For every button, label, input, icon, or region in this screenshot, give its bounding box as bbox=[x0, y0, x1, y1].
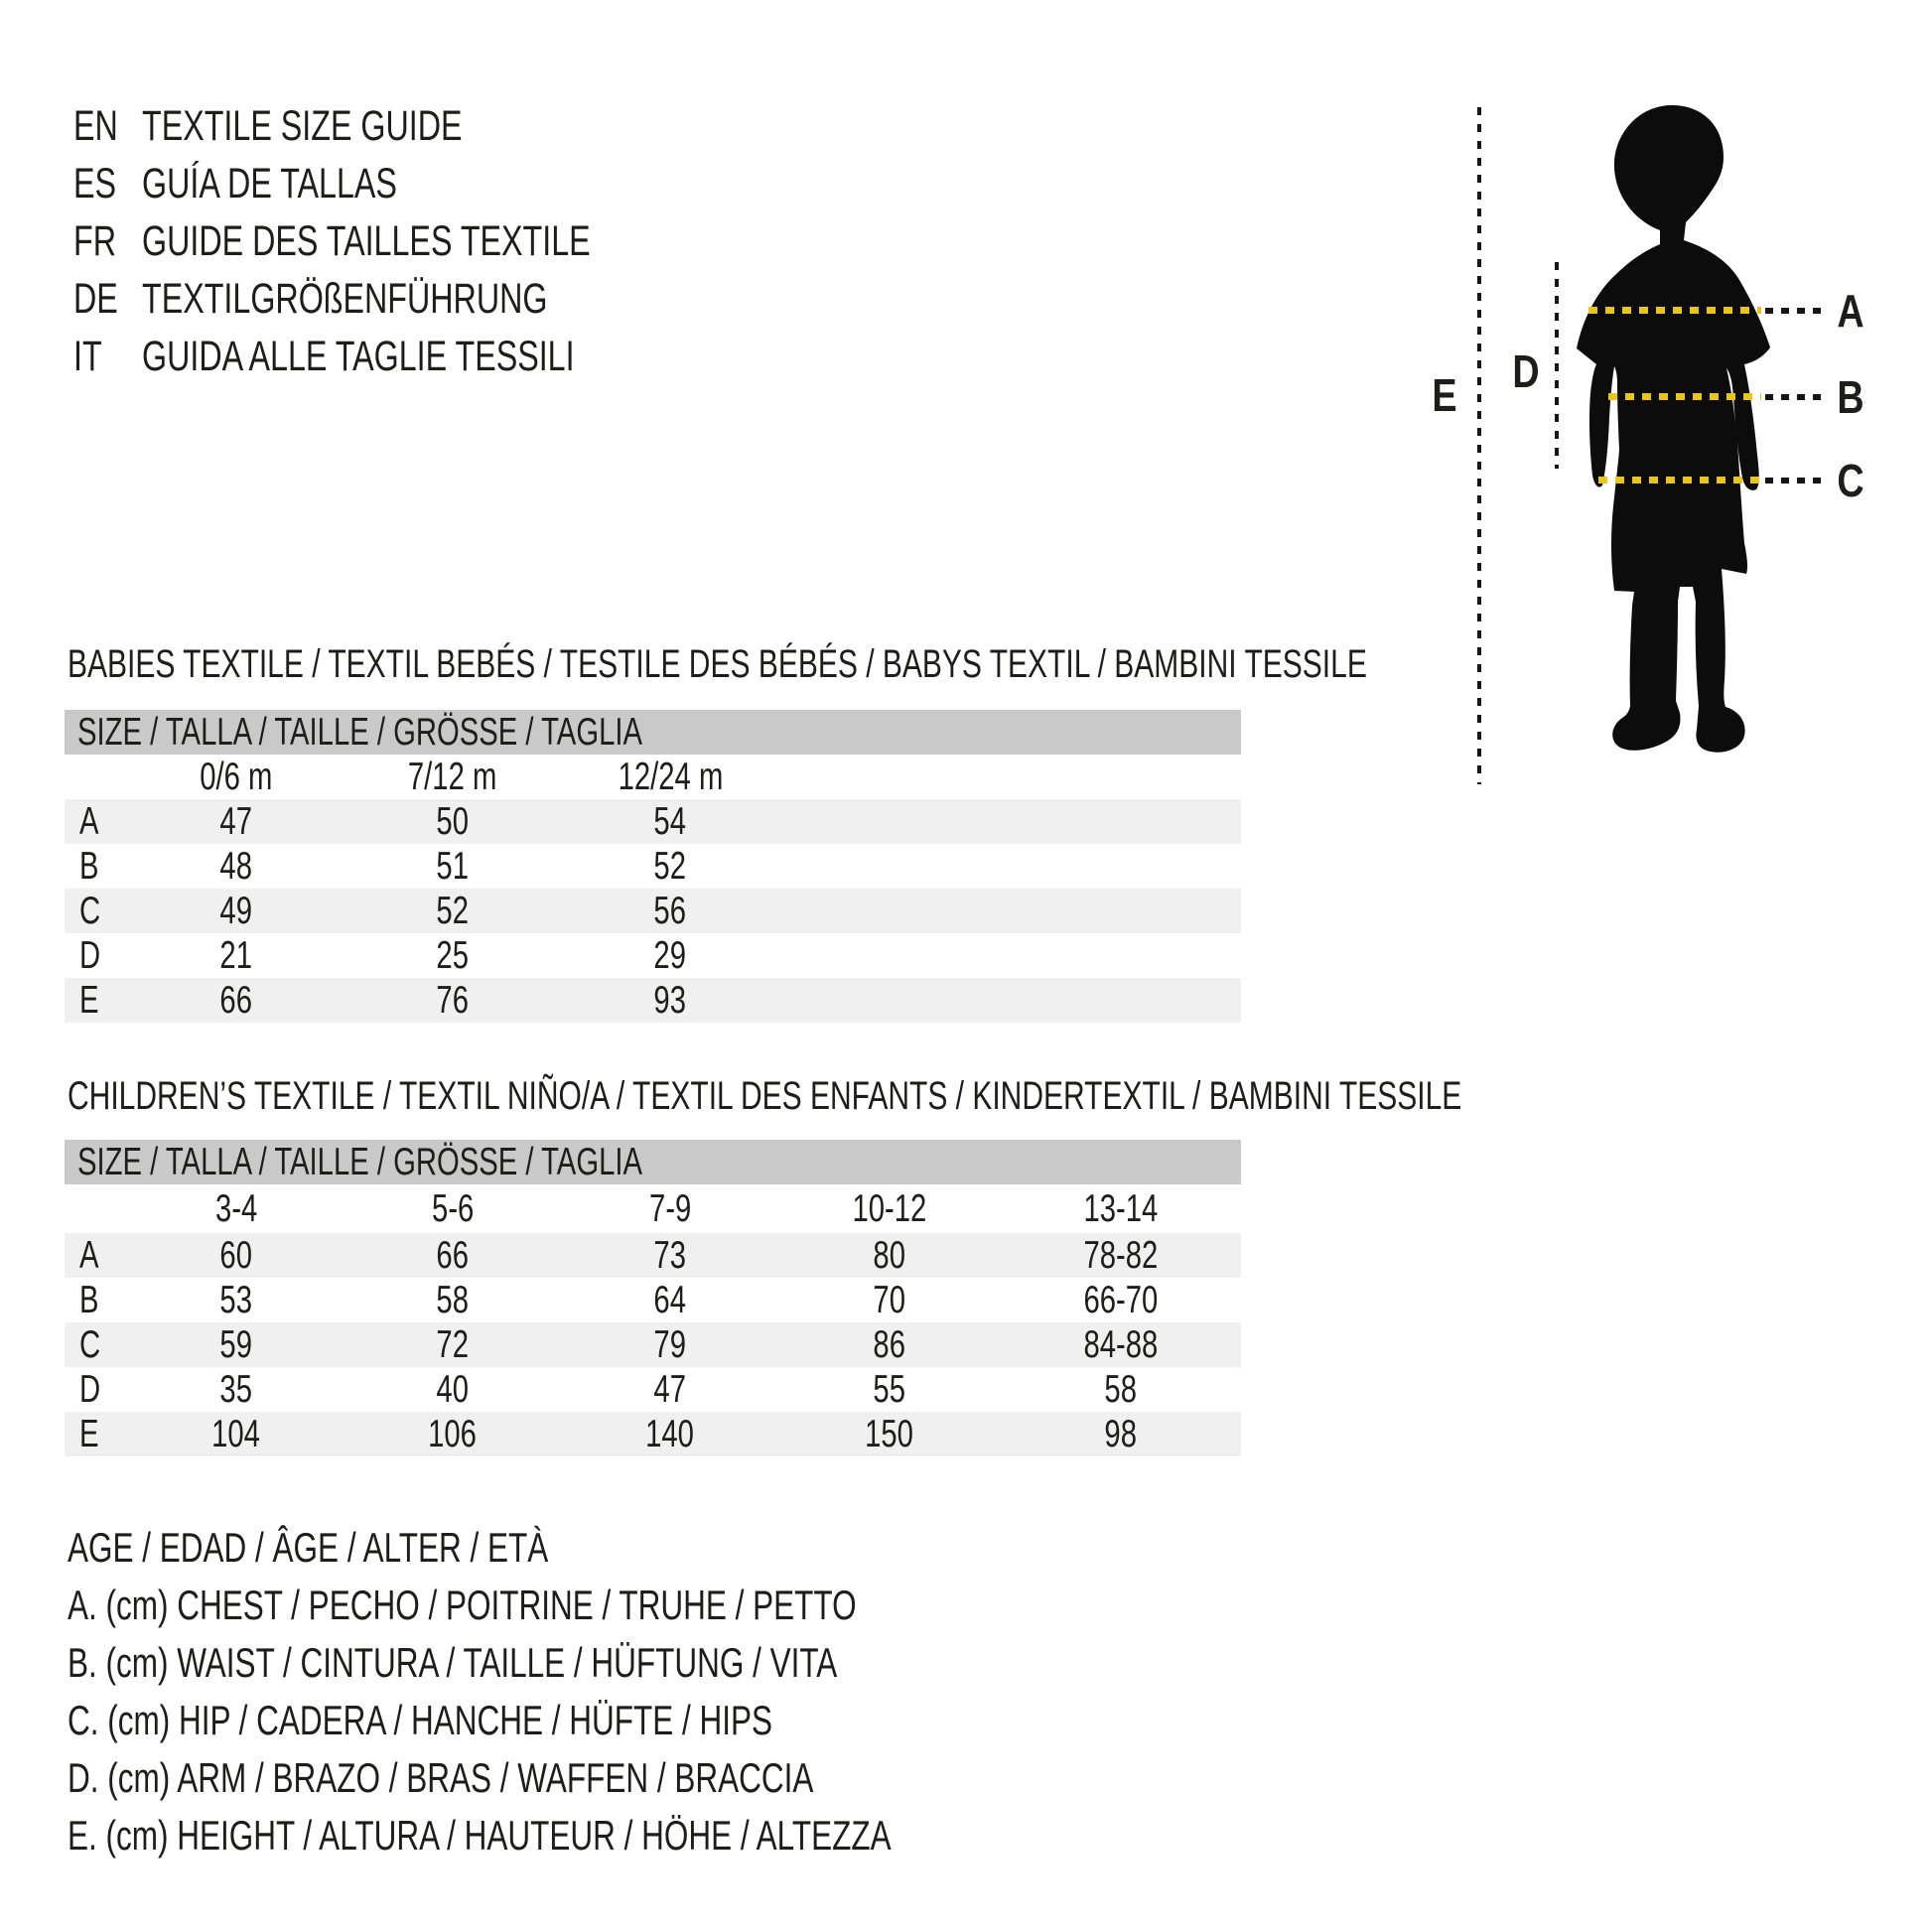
cell-value: 35 bbox=[219, 1367, 253, 1411]
waist-line-yellow bbox=[1608, 393, 1761, 400]
language-title-block bbox=[73, 97, 768, 385]
cell-value: 73 bbox=[653, 1233, 687, 1277]
title-it: GUIDA ALLE TAGLIE TESSILI bbox=[142, 332, 575, 380]
cell-value: 40 bbox=[436, 1367, 470, 1411]
lang-code-en: EN bbox=[73, 101, 118, 150]
chest-line-yellow bbox=[1588, 307, 1761, 314]
legend-hip bbox=[68, 1699, 1008, 1742]
children-row-c bbox=[65, 1322, 1241, 1367]
lang-row-fr bbox=[73, 212, 768, 270]
title-de: TEXTILGRÖßENFÜHRUNG bbox=[142, 274, 548, 323]
legend-arm-text: D. (cm) ARM / BRAZO / BRAS / WAFFEN / BRACCIA bbox=[68, 1754, 814, 1801]
babies-col-7-12m: 7/12 m bbox=[408, 755, 497, 798]
row-label: C bbox=[79, 1322, 101, 1366]
lang-code-es: ES bbox=[73, 159, 117, 207]
title-fr: GUIDE DES TAILLES TEXTILE bbox=[142, 216, 591, 265]
row-label: E bbox=[79, 978, 99, 1022]
waist-leader-dots bbox=[1765, 394, 1823, 400]
babies-row-e bbox=[65, 978, 1241, 1023]
legend-hip-text: C. (cm) HIP / CADERA / HANCHE / HÜFTE / HIPS bbox=[68, 1697, 773, 1743]
babies-size-header-bar bbox=[65, 710, 1241, 755]
lang-code-it: IT bbox=[73, 332, 102, 380]
legend-waist bbox=[68, 1641, 1094, 1685]
children-heading-text: CHILDREN’S TEXTILE / TEXTIL NIÑO/A / TEXTIL DES ENFANTS / KINDERTEXTIL / BAMBINI TESSILE bbox=[68, 1074, 1462, 1118]
cell-value: 79 bbox=[653, 1322, 687, 1366]
babies-row-a bbox=[65, 799, 1241, 844]
children-section-heading bbox=[68, 1073, 1926, 1119]
lang-code-de: DE bbox=[73, 274, 118, 323]
cell-value: 84-88 bbox=[1083, 1322, 1159, 1366]
measure-label-d: D bbox=[1512, 345, 1540, 397]
legend-chest-text: A. (cm) CHEST / PECHO / POITRINE / TRUHE / PETTO bbox=[68, 1582, 857, 1628]
cell-value: 106 bbox=[428, 1412, 478, 1455]
babies-col-0-6m: 0/6 m bbox=[200, 755, 273, 798]
legend-arm bbox=[68, 1756, 1062, 1800]
cell-value: 49 bbox=[219, 889, 253, 932]
cell-value: 53 bbox=[219, 1278, 253, 1321]
children-row-b bbox=[65, 1278, 1241, 1322]
lang-row-es bbox=[73, 155, 768, 212]
lang-code-fr: FR bbox=[73, 216, 116, 265]
cell-value: 58 bbox=[436, 1278, 470, 1321]
cell-value: 56 bbox=[653, 889, 687, 932]
cell-value: 55 bbox=[873, 1367, 906, 1411]
cell-value: 29 bbox=[653, 933, 687, 977]
hip-line-yellow bbox=[1598, 477, 1761, 483]
cell-value: 66 bbox=[219, 978, 253, 1022]
cell-value: 47 bbox=[653, 1367, 687, 1411]
cell-value: 54 bbox=[653, 799, 687, 843]
cell-value: 80 bbox=[873, 1233, 906, 1277]
row-label: C bbox=[79, 889, 101, 932]
children-col-13-14: 13-14 bbox=[1083, 1186, 1159, 1230]
babies-size-table bbox=[65, 710, 1241, 1023]
row-label: A bbox=[79, 1233, 99, 1277]
babies-row-b bbox=[65, 844, 1241, 889]
children-row-a bbox=[65, 1233, 1241, 1278]
cell-value: 52 bbox=[653, 844, 687, 888]
children-col-5-6: 5-6 bbox=[431, 1186, 475, 1230]
title-es: GUÍA DE TALLAS bbox=[142, 159, 397, 207]
title-en: TEXTILE SIZE GUIDE bbox=[142, 101, 463, 150]
legend-age-text: AGE / EDAD / ÂGE / ALTER / ETÀ bbox=[68, 1524, 549, 1571]
lang-row-de bbox=[73, 270, 768, 328]
cell-value: 66 bbox=[436, 1233, 470, 1277]
measure-label-a: A bbox=[1837, 285, 1864, 337]
legend-height bbox=[68, 1814, 1166, 1858]
cell-value: 76 bbox=[436, 978, 470, 1022]
cell-value: 64 bbox=[653, 1278, 687, 1321]
chest-leader-dots bbox=[1765, 308, 1823, 314]
cell-value: 58 bbox=[1104, 1367, 1138, 1411]
babies-column-header-row bbox=[65, 755, 1241, 799]
cell-value: 50 bbox=[436, 799, 470, 843]
measure-label-e: E bbox=[1432, 369, 1457, 421]
cell-value: 78-82 bbox=[1083, 1233, 1159, 1277]
lang-row-en bbox=[73, 97, 768, 155]
children-row-e bbox=[65, 1412, 1241, 1456]
measure-label-c: C bbox=[1837, 455, 1864, 506]
row-label: B bbox=[79, 1278, 99, 1321]
cell-value: 21 bbox=[219, 933, 253, 977]
legend-waist-text: B. (cm) WAIST / CINTURA / TAILLE / HÜFTUNG / VITA bbox=[68, 1639, 838, 1686]
row-label: D bbox=[79, 933, 101, 977]
legend-chest bbox=[68, 1584, 1119, 1627]
babies-col-12-24m: 12/24 m bbox=[618, 755, 723, 798]
cell-value: 104 bbox=[211, 1412, 261, 1455]
row-label: B bbox=[79, 844, 99, 888]
cell-value: 98 bbox=[1104, 1412, 1138, 1455]
children-row-d bbox=[65, 1367, 1241, 1412]
children-size-header-text: SIZE / TALLA / TAILLE / GRÖSSE / TAGLIA bbox=[77, 1140, 642, 1183]
legend-height-text: E. (cm) HEIGHT / ALTURA / HAUTEUR / HÖHE / ALTEZZA bbox=[68, 1812, 892, 1859]
row-label: D bbox=[79, 1367, 101, 1411]
children-col-3-4: 3-4 bbox=[214, 1186, 258, 1230]
children-size-header-bar bbox=[65, 1140, 1241, 1184]
babies-row-d bbox=[65, 933, 1241, 978]
cell-value: 140 bbox=[645, 1412, 695, 1455]
cell-value: 93 bbox=[653, 978, 687, 1022]
babies-heading-text: BABIES TEXTILE / TEXTIL BEBÉS / TESTILE DES BÉBÉS / BABYS TEXTIL / BAMBINI TESSILE bbox=[68, 642, 1367, 686]
children-size-table bbox=[65, 1140, 1241, 1456]
children-col-7-9: 7-9 bbox=[648, 1186, 692, 1230]
lang-row-it bbox=[73, 328, 768, 385]
cell-value: 47 bbox=[219, 799, 253, 843]
cell-value: 66-70 bbox=[1083, 1278, 1159, 1321]
cell-value: 72 bbox=[436, 1322, 470, 1366]
cell-value: 48 bbox=[219, 844, 253, 888]
cell-value: 86 bbox=[873, 1322, 906, 1366]
arm-measure-line-d bbox=[1555, 262, 1559, 469]
cell-value: 150 bbox=[865, 1412, 914, 1455]
row-label: E bbox=[79, 1412, 99, 1455]
hip-leader-dots bbox=[1765, 478, 1823, 483]
babies-section-heading bbox=[68, 641, 1800, 687]
babies-row-c bbox=[65, 889, 1241, 933]
children-column-header-row bbox=[65, 1184, 1241, 1233]
row-label: A bbox=[79, 799, 99, 843]
cell-value: 51 bbox=[436, 844, 470, 888]
measure-label-b: B bbox=[1837, 371, 1864, 423]
cell-value: 25 bbox=[436, 933, 470, 977]
cell-value: 60 bbox=[219, 1233, 253, 1277]
legend-age bbox=[68, 1526, 709, 1570]
children-col-10-12: 10-12 bbox=[852, 1186, 927, 1230]
cell-value: 52 bbox=[436, 889, 470, 932]
babies-size-header-text: SIZE / TALLA / TAILLE / GRÖSSE / TAGLIA bbox=[77, 710, 642, 754]
cell-value: 59 bbox=[219, 1322, 253, 1366]
cell-value: 70 bbox=[873, 1278, 906, 1321]
